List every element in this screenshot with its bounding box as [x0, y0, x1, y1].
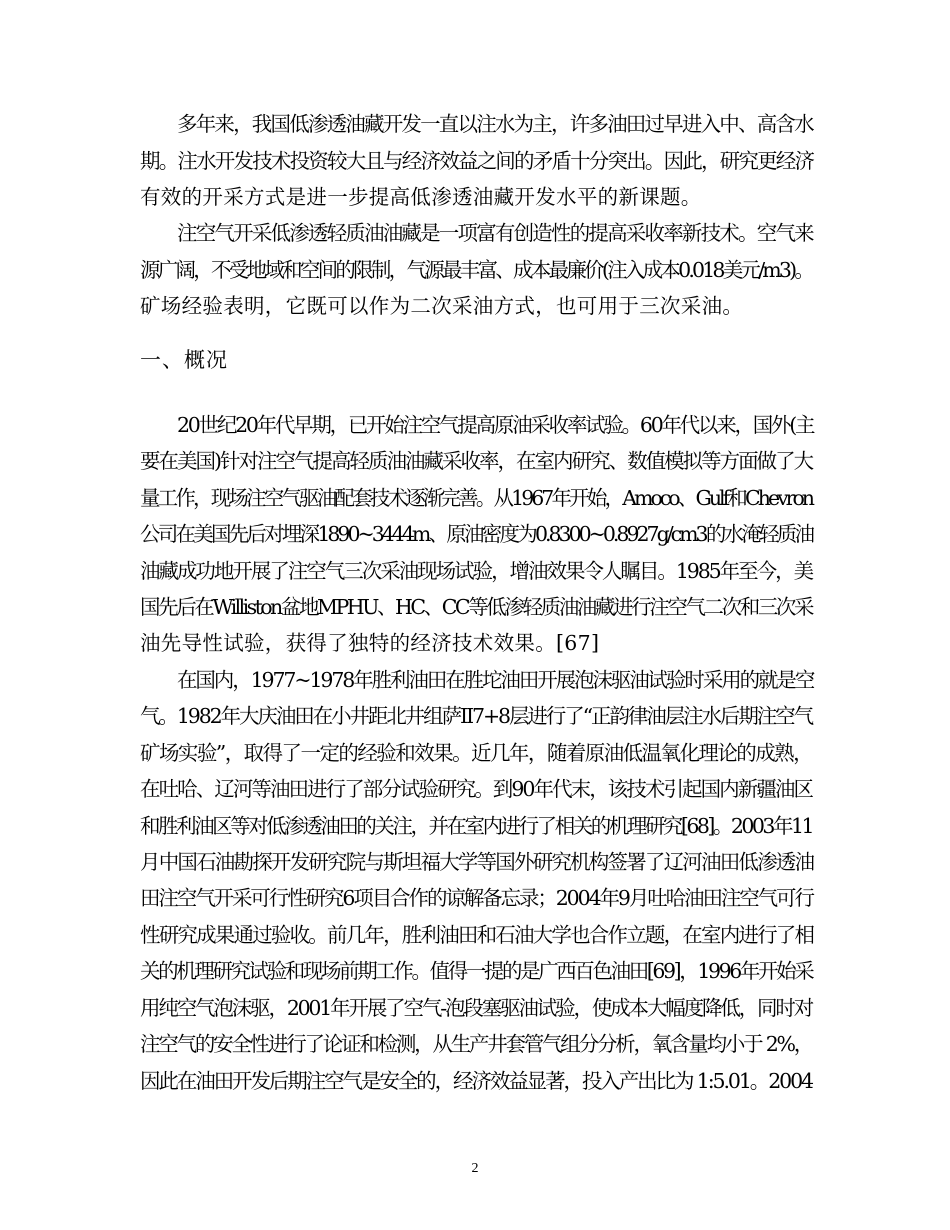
s1-p2-line-1: 在国内，1977~1978年胜利油田在胜坨油田开展泡沫驱油试验时采用的就是空 [177, 668, 814, 692]
s1-p2-line-5: 和胜利油区等对低渗透油田的关注，并在室内进行了相关的机理研究[68]。2003年11 [140, 814, 812, 838]
intro-p1-line-2: 期。注水开发技术投资较大且与经济效益之间的矛盾十分突出。因此，研究更经济 [140, 149, 814, 173]
intro-p2-line-3: 矿场经验表明，它既可以作为二次采油方式，也可用于三次采油。 [140, 294, 744, 318]
s1-p1-line-2: 要在美国)针对注空气提高轻质油油藏采收率，在室内研究、数值模拟等方面做了大 [140, 449, 812, 473]
s1-p2-line-4: 在吐哈、辽河等油田进行了部分试验研究。到90年代末，该技术引起国内新疆油区 [140, 777, 812, 801]
section-heading: 一、概况 [140, 348, 228, 372]
s1-p1-line-7: 油先导性试验，获得了独特的经济技术效果。[67] [140, 631, 600, 655]
s1-p2-line-7: 田注空气开采可行性研究6项目合作的谅解备忘录；2004年9月吐哈油田注空气可行 [140, 886, 813, 910]
s1-p2-line-3: 矿场实验”，取得了一定的经验和效果。近几年，随着原油低温氧化理论的成熟， [140, 741, 812, 765]
intro-p1-line-3: 有效的开采方式是进一步提高低渗透油藏开发水平的新课题。 [140, 185, 702, 209]
s1-p2-line-11: 注空气的安全性进行了论证和检测，从生产井套管气组分分析，氧含量均小于 2%， [140, 1032, 812, 1056]
page-number: 2 [471, 1161, 479, 1176]
s1-p1-line-4: 公司在美国先后对埋深1890~3444m、原油密度为0.8300~0.8927g/cm3的水淹轻质油 [140, 522, 812, 546]
s1-p1-line-3: 量工作，现场注空气驱油配套技术逐渐完善。从1967年开始，Amoco、Gulf和Chevron [140, 486, 812, 510]
s1-p1-line-6: 国先后在Williston盆地MPHU、HC、CC等低渗轻质油油藏进行注空气二次和三次采 [140, 595, 812, 619]
intro-p2-line-2: 源广阔，不受地域和空间的限制，气源最丰富、成本最廉价(注入成本0.018美元/m3)。 [140, 258, 812, 282]
s1-p2-line-12: 因此在油田开发后期注空气是安全的，经济效益显著，投入产出比为 1:5.01。2004 [140, 1069, 812, 1093]
s1-p1-line-5: 油藏成功地开展了注空气三次采油现场试验，增油效果令人瞩目。1985年至今，美 [140, 559, 812, 583]
intro-p2-line-1: 注空气开采低渗透轻质油油藏是一项富有创造性的提高采收率新技术。空气来 [177, 221, 813, 245]
s1-p2-line-8: 性研究成果通过验收。前几年，胜利油田和石油大学也合作立题，在室内进行了相 [140, 923, 814, 947]
s1-p2-line-9: 关的机理研究试验和现场前期工作。值得一提的是广西百色油田[69]，1996年开始采 [140, 959, 813, 983]
s1-p1-line-1: 20世纪20年代早期，已开始注空气提高原油采收率试验。60年代以来，国外(主 [177, 413, 814, 437]
s1-p2-line-2: 气。1982年大庆油田在小井距北井组萨II7+8层进行了“正韵律油层注水后期注空气 [140, 704, 812, 728]
s1-p2-line-10: 用纯空气泡沫驱，2001年开展了空气-泡段塞驱油试验，使成本大幅度降低，同时对 [140, 996, 812, 1020]
s1-p2-line-6: 月中国石油勘探开发研究院与斯坦福大学等国外研究机构签署了辽河油田低渗透油 [140, 850, 814, 874]
intro-p1-line-1: 多年来，我国低渗透油藏开发一直以注水为主，许多油田过早进入中、高含水 [177, 112, 813, 136]
